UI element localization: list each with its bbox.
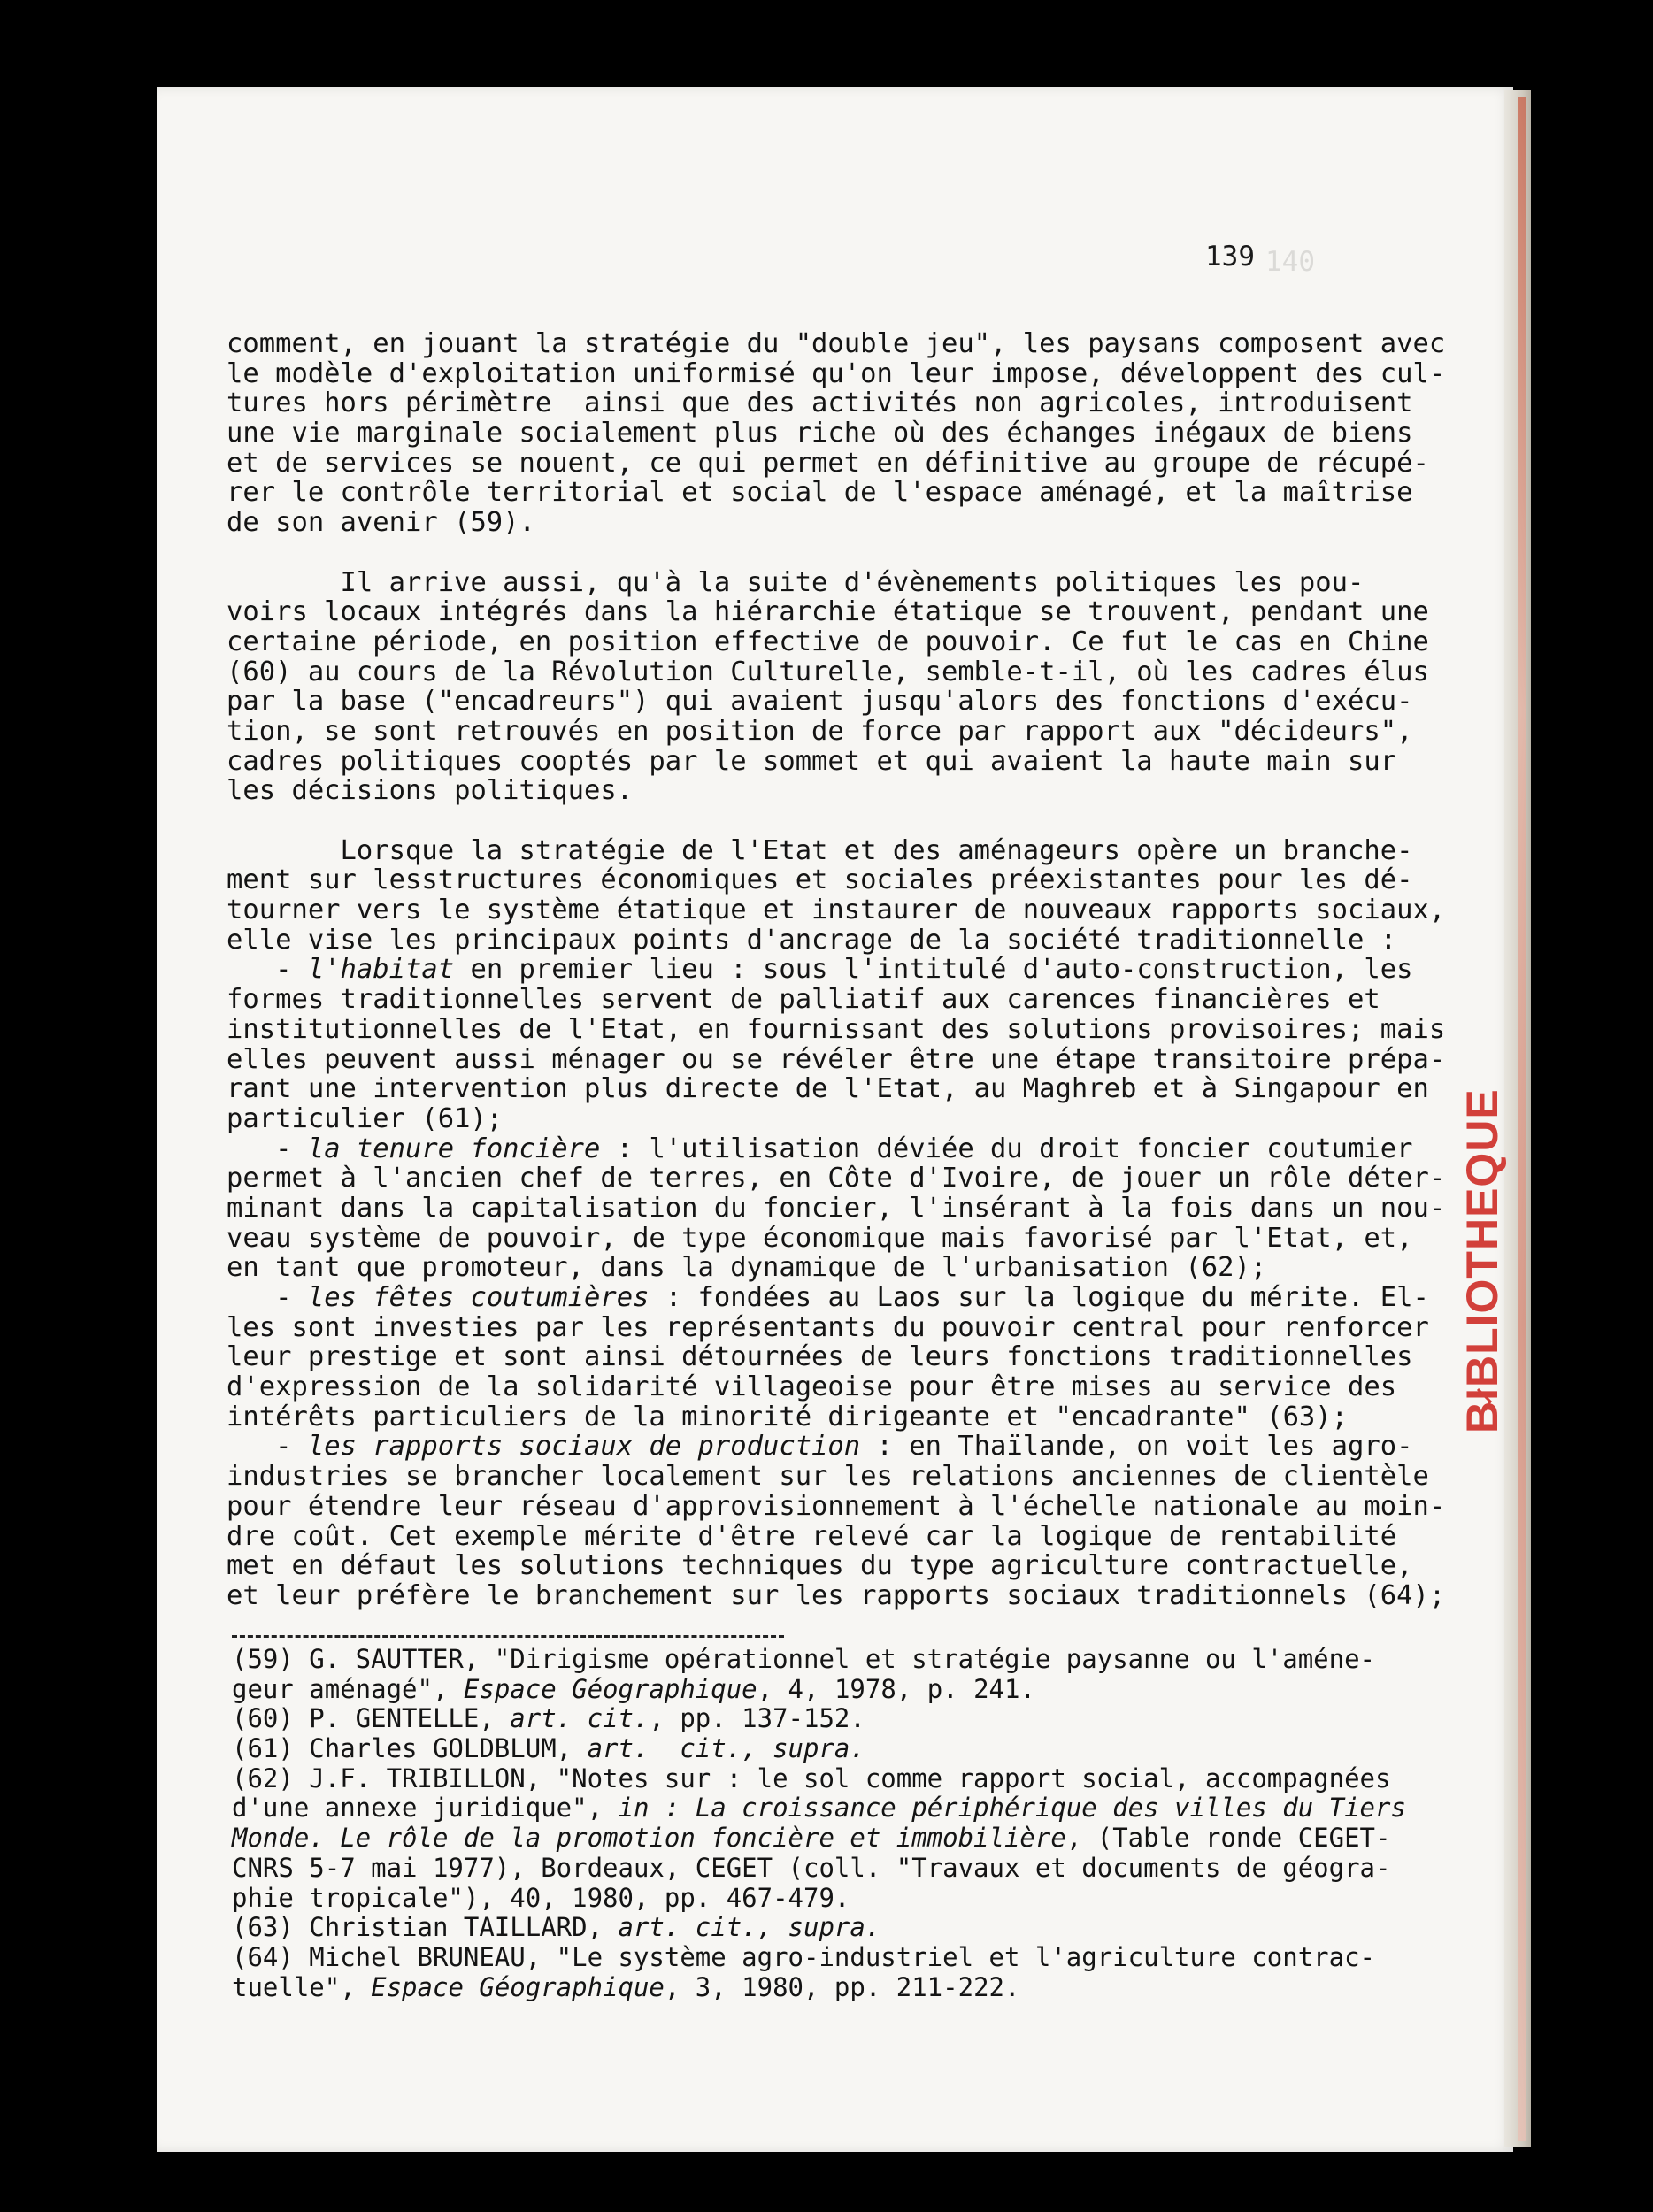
text-line: veau système de pouvoir, de type économique mais favorisé par l'Etat, et, <box>227 1222 1413 1254</box>
footnote-61 <box>232 1735 1329 1765</box>
footnotes <box>232 1644 1406 2003</box>
text-line: Lorsque la stratégie de l'Etat et des aménageurs opère un branche- <box>227 834 1413 866</box>
text-line: pour étendre leur réseau d'approvisionnement à l'échelle nationale au moin- <box>227 1490 1446 1522</box>
text-line: en premier lieu : sous l'intitulé d'auto-construction, les <box>454 954 1413 986</box>
paragraph-3 <box>227 834 1446 956</box>
text-line: intérêts particuliers de la minorité dirigeante et "encadrante" (63); <box>227 1401 1349 1432</box>
text-line: , 3, 1980, pp. 211-222. <box>664 1971 1020 2002</box>
list-item-tenure <box>227 1133 1446 1284</box>
list-term: l'habitat <box>307 954 455 986</box>
text-line: (64) Michel BRUNEAU, "Le système agro-industriel et l'agriculture contrac- <box>232 1941 1376 1972</box>
text-line: rant une intervention plus directe de l'Etat, au Maghreb et à Singapour en <box>227 1073 1429 1105</box>
book-title: in : La croissance périphérique des villes du Tiers <box>618 1793 1406 1824</box>
text-line: geur aménagé", <box>232 1673 464 1704</box>
footnote-59 <box>232 1644 1376 1705</box>
text-line: elles peuvent aussi ménager ou se révéler être une étape transitoire prépa- <box>227 1043 1446 1075</box>
footnote-60 <box>232 1705 1329 1735</box>
text-line: en tant que promoteur, dans la dynamique de l'urbanisation (62); <box>227 1252 1267 1284</box>
text-line: , 4, 1978, p. 241. <box>757 1673 1035 1704</box>
list-item-fetes <box>227 1282 1429 1432</box>
text-line: (60) au cours de la Révolution Culturelle, semble-t-il, où les cadres élus <box>227 656 1429 687</box>
page-number: 139 <box>1205 241 1255 273</box>
list-term: les rapports sociaux de production <box>307 1431 861 1463</box>
text-line: cadres politiques cooptés par le sommet et qui avaient la haute main sur <box>227 745 1397 777</box>
text-line: : l'utilisation déviée du droit foncier coutumier <box>600 1133 1413 1164</box>
text-line: rer le contrôle territorial et social de l'espace aménagé, et la maîtrise <box>227 477 1413 509</box>
text-line: , pp. 137-152. <box>649 1703 865 1734</box>
list-term: la tenure foncière <box>307 1133 601 1164</box>
citation-abbrev: art. cit., supra. <box>587 1733 865 1764</box>
list-dash: - <box>227 1431 308 1463</box>
text-line: une vie marginale socialement plus riche où des échanges inégaux de biens <box>227 418 1413 449</box>
text-line: permet à l'ancien chef de terres, en Côte d'Ivoire, de jouer un rôle déter- <box>227 1163 1446 1194</box>
text-line: : fondées au Laos sur la logique du mérite. El- <box>649 1282 1429 1313</box>
text-line: les sont investies par les représentants du pouvoir central pour renforcer <box>227 1311 1429 1343</box>
journal-title: Espace Géographique <box>371 1971 665 2002</box>
text-line: formes traditionnelles servent de palliatif aux carences financières et <box>227 984 1380 1016</box>
footnote-rule <box>232 1635 784 1638</box>
text-line: comment, en jouant la stratégie du "double jeu", les paysans composent avec <box>227 328 1446 359</box>
text-line: certaine période, en position effective de pouvoir. Ce fut le cas en Chine <box>227 626 1429 657</box>
text-line: de son avenir (59). <box>227 507 535 539</box>
text-line: (61) Charles GOLDBLUM, <box>232 1733 588 1764</box>
text-line: , (Table ronde CEGET- <box>1065 1823 1391 1854</box>
text-line: phie tropicale"), 40, 1980, pp. 467-479. <box>232 1882 850 1913</box>
text-line: d'une annexe juridique", <box>232 1793 619 1824</box>
list-item-rapports <box>227 1431 1446 1611</box>
main-text <box>227 328 1446 1611</box>
paragraph-1 <box>227 328 1446 539</box>
text-line: les décisions politiques. <box>227 775 634 807</box>
text-line: (60) P. GENTELLE, <box>232 1703 511 1734</box>
text-line: dre coût. Cet exemple mérite d'être relevé car la logique de rentabilité <box>227 1520 1397 1552</box>
text-line: (59) G. SAUTTER, "Dirigisme opérationnel et stratégie paysanne ou l'améne- <box>232 1644 1376 1674</box>
citation-abbrev: art. cit., supra. <box>618 1912 881 1943</box>
text-line: elle vise les principaux points d'ancrage de la société traditionnelle : <box>227 924 1397 956</box>
text-line: le modèle d'exploitation uniformisé qu'on leur impose, développent des cul- <box>227 357 1446 389</box>
text-line: minant dans la capitalisation du foncier, l'insérant à la fois dans un nou- <box>227 1192 1446 1224</box>
text-line: ment sur lesstructures économiques et sociales préexistantes pour les dé- <box>227 864 1413 896</box>
text-line: leur prestige et sont ainsi détournées de leurs fonctions traditionnelles <box>227 1341 1413 1373</box>
text-line: et de services se nouent, ce qui permet en définitive au groupe de récupé- <box>227 447 1429 479</box>
citation-abbrev: art. cit. <box>510 1703 650 1734</box>
text-line: voirs locaux intégrés dans la hiérarchie étatique se trouvent, pendant une <box>227 596 1429 628</box>
page-edge-tint <box>1518 97 1526 2141</box>
library-stamp-text: BIBLIOTHEQUE <box>1460 1088 1507 1433</box>
footnote-62 <box>232 1763 1406 1914</box>
footnote-64 <box>232 1941 1376 2003</box>
text-line: tion, se sont retrouvés en position de force par rapport aux "décideurs", <box>227 715 1413 747</box>
text-line: par la base ("encadreurs") qui avaient jusqu'alors des fonctions d'exécu- <box>227 686 1413 718</box>
list-dash: - <box>227 1282 308 1313</box>
footnote-63 <box>232 1914 1329 1944</box>
text-line: Il arrive aussi, qu'à la suite d'évènements politiques les pou- <box>227 566 1365 598</box>
text-line: (62) J.F. TRIBILLON, "Notes sur : le sol comme rapport social, accompagnées <box>232 1763 1391 1793</box>
text-line: institutionnelles de l'Etat, en fournissant des solutions provisoires; mais <box>227 1013 1446 1045</box>
book-title: Monde. Le rôle de la promotion foncière et immobilière <box>232 1823 1066 1854</box>
text-line: et leur préfère le branchement sur les rapports sociaux traditionnels (64); <box>227 1579 1446 1611</box>
text-line: industries se brancher localement sur les relations anciennes de clientèle <box>227 1461 1429 1493</box>
show-through-page-number: 140 <box>1265 246 1315 278</box>
text-line: d'expression de la solidarité villageoise pour être mises au service des <box>227 1371 1397 1403</box>
text-line: tures hors périmètre ainsi que des activités non agricoles, introduisent <box>227 388 1413 419</box>
text-line: particulier (61); <box>227 1102 504 1134</box>
text-line: (63) Christian TAILLARD, <box>232 1912 619 1943</box>
library-stamp <box>1460 973 1513 1433</box>
text-line: CNRS 5-7 mai 1977), Bordeaux, CEGET (coll. "Travaux et documents de géogra- <box>232 1852 1391 1883</box>
list-dash: - <box>227 954 308 986</box>
list-item-habitat <box>227 954 1446 1134</box>
text-line: met en défaut les solutions techniques du type agriculture contractuelle, <box>227 1550 1413 1582</box>
text-line: : en Thaïlande, on voit les agro- <box>860 1431 1413 1463</box>
list-term: les fêtes coutumières <box>307 1282 650 1313</box>
list-dash: - <box>227 1133 308 1164</box>
paragraph-2 <box>227 566 1429 807</box>
text-line: tuelle", <box>232 1971 372 2002</box>
journal-title: Espace Géographique <box>463 1673 757 1704</box>
text-line: tourner vers le système étatique et instaurer de nouveaux rapports sociaux, <box>227 895 1446 926</box>
